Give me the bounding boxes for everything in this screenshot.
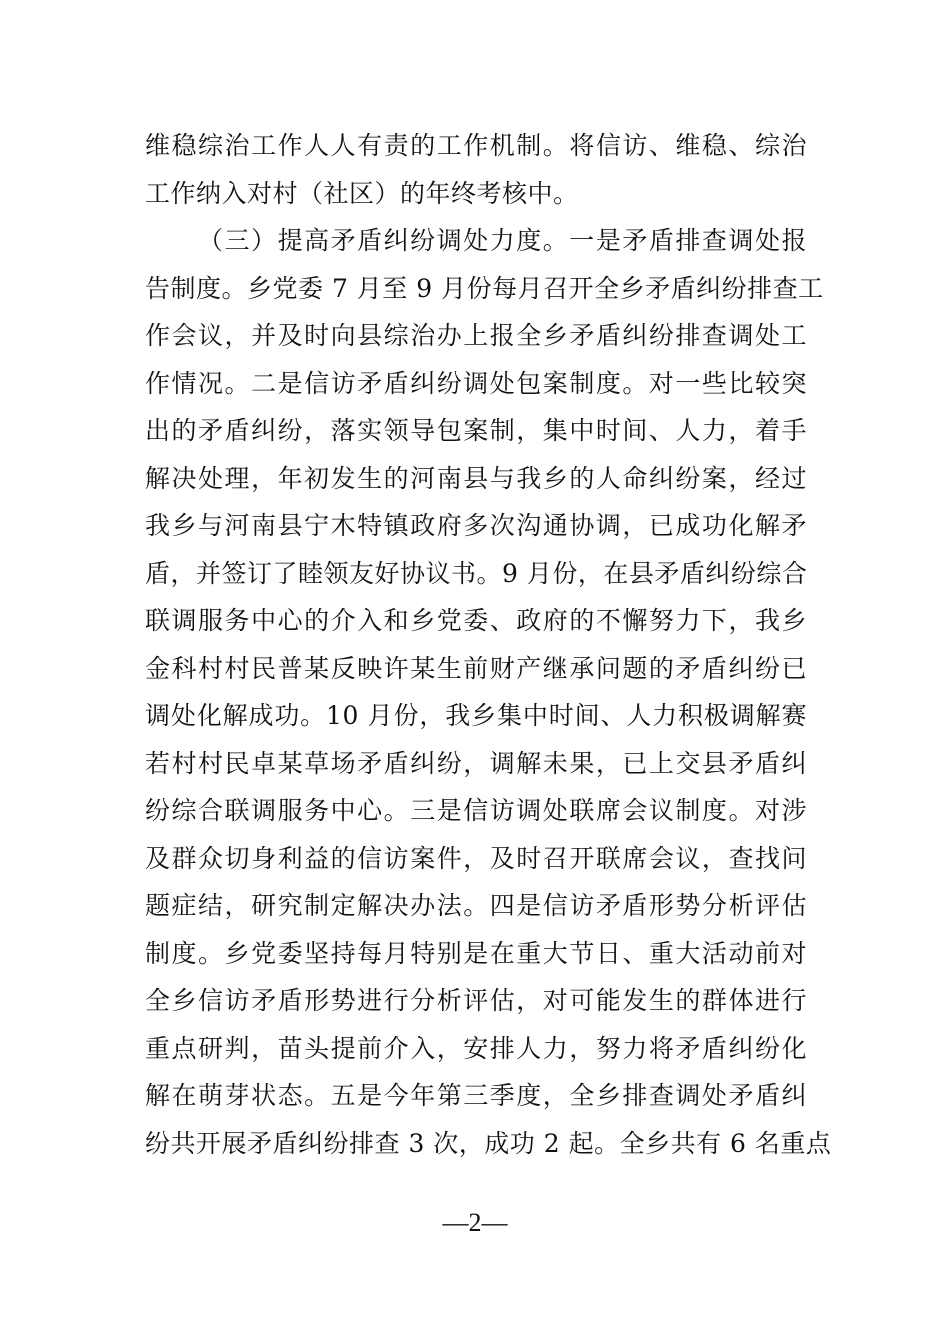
section-heading-line: （三）提高矛盾纠纷调处力度。一是矛盾排查调处报 [198,226,807,255]
text-line: 解决处理，年初发生的河南县与我乡的人命纠纷案，经过 [145,463,807,493]
text-line: 盾，并签订了睦领友好协议书。9 月份，在县矛盾纠纷综合 [145,558,808,588]
text-line: 题症结，研究制定解决办法。四是信访矛盾形势分析评估 [145,891,807,920]
text-line: 若村村民卓某草场矛盾纠纷，调解未果，已上交县矛盾纠 [145,748,807,778]
text-line: 解在萌芽状态。五是今年第三季度，全乡排查调处矛盾纠 [145,1081,807,1110]
text-line: 重点研判，苗头提前介入，安排人力，努力将矛盾纠纷化 [145,1033,807,1063]
text-line: 工作纳入对村（社区）的年终考核中。 [145,178,579,208]
page-number: —2— [442,1208,508,1237]
text-line: 我乡与河南县宁木特镇政府多次沟通协调，已成功化解矛 [145,511,807,540]
text-line: 联调服务中心的介入和乡党委、政府的不懈努力下，我乡 [145,606,807,635]
text-line: 作情况。二是信访矛盾纠纷调处包案制度。对一些比较突 [145,368,807,398]
text-line: 全乡信访矛盾形势进行分析评估，对可能发生的群体进行 [145,986,807,1015]
text-line: 及群众切身利益的信访案件，及时召开联席会议，查找问 [145,843,807,873]
text-line: 维稳综治工作人人有责的工作机制。将信访、维稳、综治 [145,131,807,160]
text-line: 制度。乡党委坚持每月特别是在重大节日、重大活动前对 [145,938,807,968]
text-line: 告制度。乡党委 7 月至 9 月份每月召开全乡矛盾纠纷排查工 [145,273,824,303]
text-line: 出的矛盾纠纷，落实领导包案制，集中时间、人力，着手 [145,416,807,445]
body-text [145,122,832,1167]
text-line: 金科村村民普某反映许某生前财产继承问题的矛盾纠纷已 [145,653,807,683]
text-line: 纷共开展矛盾纠纷排查 3 次，成功 2 起。全乡共有 6 名重点 [145,1128,832,1158]
text-line: 纷综合联调服务中心。三是信访调处联席会议制度。对涉 [145,796,807,825]
text-line: 作会议，并及时向县综治办上报全乡矛盾纠纷排查调处工 [145,321,807,350]
text-line: 调处化解成功。10 月份，我乡集中时间、人力积极调解赛 [145,701,807,730]
